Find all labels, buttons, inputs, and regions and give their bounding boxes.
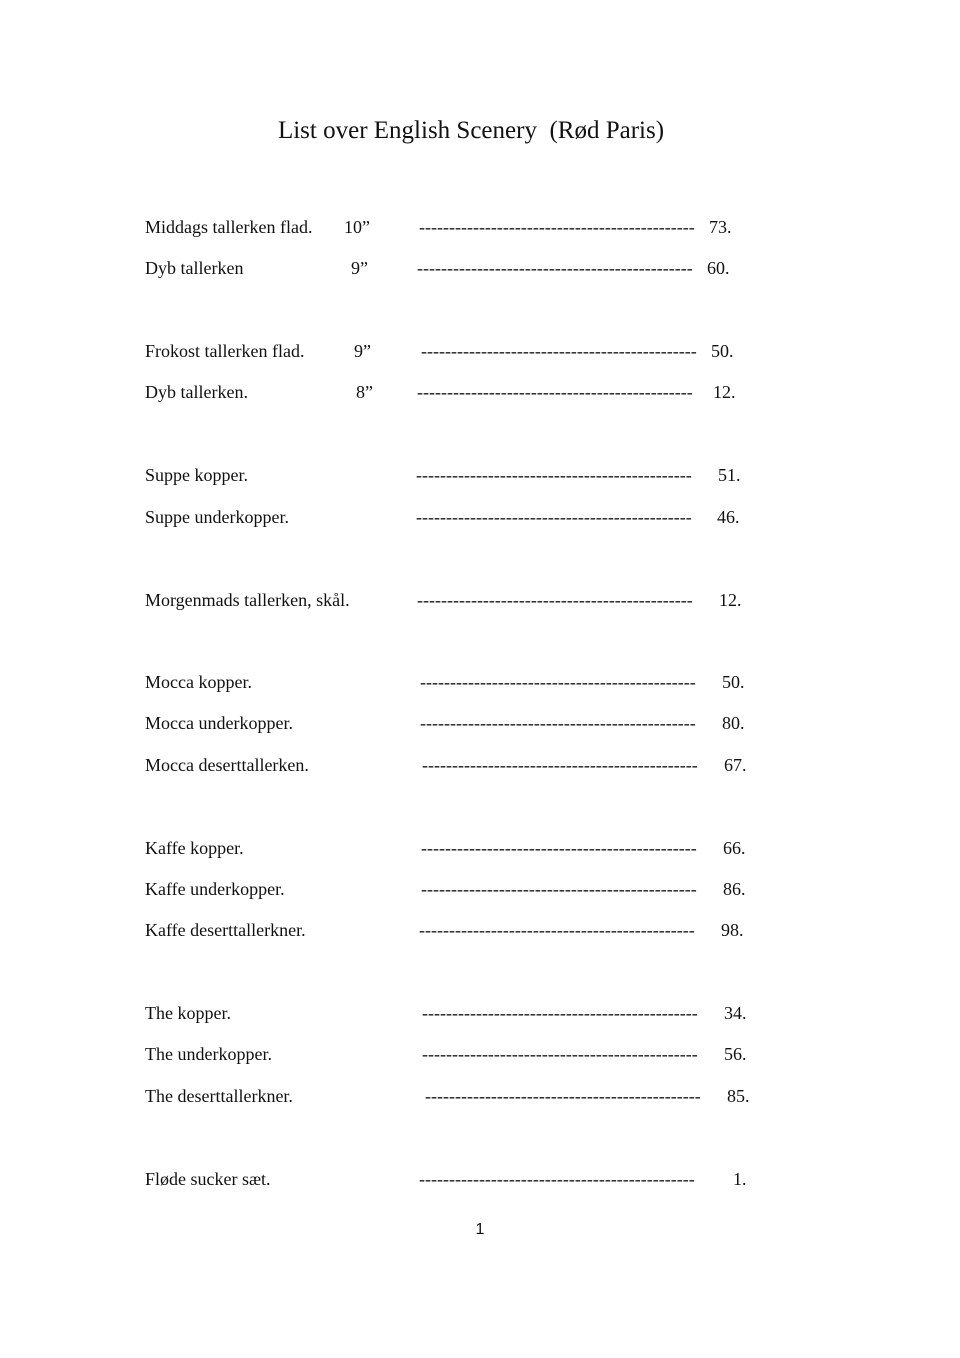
item-label: The deserttallerkner.	[145, 1086, 293, 1106]
item-quantity: 60.	[707, 258, 730, 278]
item-quantity: 1.	[733, 1169, 747, 1189]
item-quantity: 34.	[724, 1003, 747, 1023]
item-size: 8”	[356, 382, 373, 402]
list-item	[0, 587, 960, 613]
item-label: Frokost tallerken flad.	[145, 341, 305, 361]
item-quantity: 86.	[723, 879, 746, 899]
dot-leader: ----------------------------------------------	[422, 755, 698, 775]
item-label: Suppe kopper.	[145, 465, 248, 485]
item-quantity: 67.	[724, 755, 747, 775]
list-item	[0, 876, 960, 902]
dot-leader: ----------------------------------------------	[422, 1044, 698, 1064]
item-label: Fløde sucker sæt.	[145, 1169, 271, 1189]
dot-leader: ----------------------------------------------	[416, 507, 692, 527]
list-item	[0, 1041, 960, 1067]
item-size: 10”	[344, 217, 370, 237]
list-item	[0, 504, 960, 530]
list-item	[0, 1083, 960, 1109]
item-size: 9”	[351, 258, 368, 278]
dot-leader: ----------------------------------------------	[420, 713, 696, 733]
item-quantity: 12.	[719, 590, 742, 610]
list-item	[0, 669, 960, 695]
list-item	[0, 752, 960, 778]
dot-leader: ----------------------------------------------	[417, 382, 693, 402]
item-label: Middags tallerken flad.	[145, 217, 313, 237]
item-quantity: 73.	[709, 217, 732, 237]
dot-leader: ----------------------------------------------	[420, 672, 696, 692]
list-item	[0, 379, 960, 405]
dot-leader: ----------------------------------------------	[417, 258, 693, 278]
item-quantity: 80.	[722, 713, 745, 733]
item-quantity: 98.	[721, 920, 744, 940]
dot-leader: ----------------------------------------------	[421, 838, 697, 858]
list-item	[0, 462, 960, 488]
item-quantity: 66.	[723, 838, 746, 858]
dot-leader: ----------------------------------------------	[416, 465, 692, 485]
dot-leader: ----------------------------------------------	[417, 590, 693, 610]
list-item	[0, 1000, 960, 1026]
item-label: Mocca deserttallerken.	[145, 755, 309, 775]
item-label: Dyb tallerken	[145, 258, 244, 278]
item-quantity: 46.	[717, 507, 740, 527]
item-quantity: 85.	[727, 1086, 750, 1106]
page-number: 1	[475, 1221, 485, 1238]
list-item	[0, 214, 960, 240]
item-label: The kopper.	[145, 1003, 231, 1023]
dot-leader: ----------------------------------------------	[422, 1003, 698, 1023]
item-label: Dyb tallerken.	[145, 382, 248, 402]
list-item	[0, 835, 960, 861]
dot-leader: ----------------------------------------------	[419, 1169, 695, 1189]
list-item	[0, 917, 960, 943]
dot-leader: ----------------------------------------------	[425, 1086, 701, 1106]
item-quantity: 56.	[724, 1044, 747, 1064]
item-quantity: 51.	[718, 465, 741, 485]
item-label: Kaffe kopper.	[145, 838, 244, 858]
item-size: 9”	[354, 341, 371, 361]
dot-leader: ----------------------------------------------	[421, 879, 697, 899]
item-label: Mocca underkopper.	[145, 713, 293, 733]
item-label: Suppe underkopper.	[145, 507, 289, 527]
item-label: The underkopper.	[145, 1044, 272, 1064]
dot-leader: ----------------------------------------------	[421, 341, 697, 361]
list-item	[0, 1166, 960, 1192]
list-item	[0, 710, 960, 736]
item-label: Mocca kopper.	[145, 672, 252, 692]
dot-leader: ----------------------------------------------	[419, 217, 695, 237]
item-quantity: 50.	[711, 341, 734, 361]
item-label: Kaffe deserttallerkner.	[145, 920, 306, 940]
list-item	[0, 255, 960, 281]
dot-leader: ----------------------------------------------	[419, 920, 695, 940]
item-label: Morgenmads tallerken, skål.	[145, 590, 350, 610]
item-label: Kaffe underkopper.	[145, 879, 285, 899]
item-quantity: 50.	[722, 672, 745, 692]
item-quantity: 12.	[713, 382, 736, 402]
list-item	[0, 338, 960, 364]
document-title: List over English Scenery (Rød Paris)	[277, 117, 665, 144]
